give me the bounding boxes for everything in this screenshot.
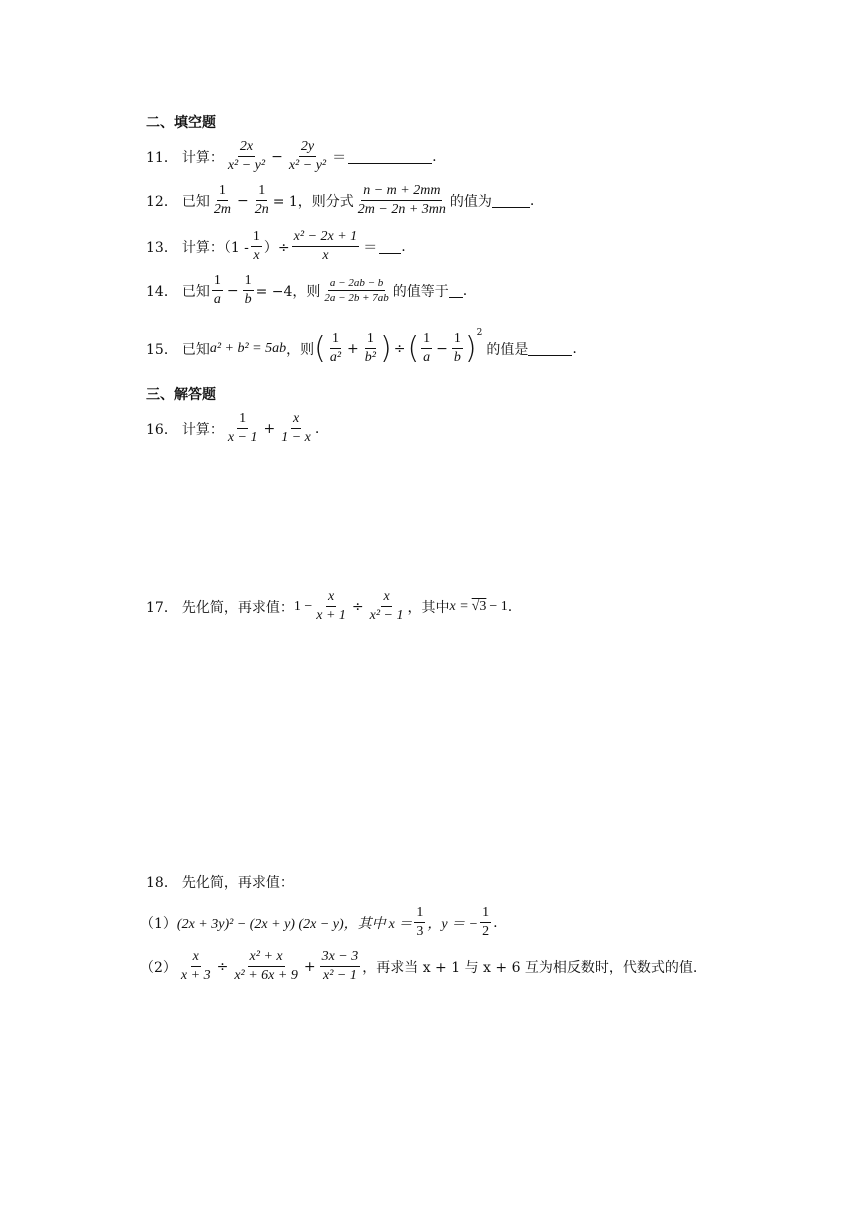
operator: ＝	[332, 149, 347, 166]
question-number: 17．	[146, 599, 178, 616]
question-18-part-1	[140, 904, 498, 941]
numerator: x² + x	[248, 948, 285, 967]
operator: −	[271, 148, 283, 165]
denominator: 3	[416, 924, 424, 939]
punctuation: .	[529, 192, 535, 209]
operator: +	[303, 958, 316, 975]
condition-expression: a² + b² = 5ab	[209, 340, 287, 356]
denominator: 2m − 2n + 3mn	[357, 202, 446, 217]
numerator: n − m + 2mm	[361, 182, 442, 201]
expression: (2x + 3y)² − (2x + y) (2x − y)，其中	[176, 916, 386, 932]
fraction	[232, 948, 300, 985]
question-prompt: 先化简，再求值：	[181, 599, 294, 616]
operator: +	[263, 420, 276, 437]
operator: −	[436, 340, 448, 357]
denominator: 2	[482, 924, 490, 939]
answer-blank[interactable]	[348, 149, 432, 164]
numerator: 1	[330, 330, 341, 349]
denominator: x	[322, 248, 329, 263]
operator: ÷	[393, 340, 406, 357]
question-prompt: 计算：	[181, 421, 224, 438]
denominator: b	[244, 292, 252, 307]
question-16	[146, 410, 319, 447]
operator: ÷	[351, 598, 364, 615]
answer-blank[interactable]	[492, 193, 530, 208]
punctuation: .	[314, 420, 320, 437]
question-number: 11．	[146, 149, 178, 166]
question-14	[146, 272, 467, 309]
question-number: 16．	[146, 421, 178, 438]
question-prompt: 计算：（1 -	[181, 239, 249, 256]
sqrt-term: √3	[471, 598, 487, 614]
numerator: 1	[452, 330, 463, 349]
part-label: （1）	[140, 915, 177, 932]
numerator: 1	[414, 904, 425, 923]
answer-blank[interactable]	[528, 341, 572, 356]
numerator: x² − 2x + 1	[292, 228, 360, 247]
question-number: 18．	[146, 875, 178, 891]
connector-text: ，则	[286, 341, 315, 358]
numerator: x	[326, 588, 336, 607]
denominator: b²	[364, 350, 376, 365]
condition-lhs: x ＝	[388, 916, 413, 932]
question-suffix: 的值等于	[392, 283, 449, 300]
connector-text: ，其中	[407, 599, 450, 616]
condition-lhs: x =	[449, 598, 469, 614]
denominator: a	[423, 350, 431, 365]
fraction	[212, 272, 223, 309]
fraction	[226, 138, 267, 175]
punctuation: .	[493, 914, 498, 931]
condition-lhs: ，y ＝ −	[427, 916, 479, 932]
denominator: b	[453, 350, 461, 365]
numerator: 1	[212, 272, 223, 291]
punctuation: .	[432, 148, 437, 165]
denominator: x + 1	[316, 608, 346, 623]
numerator: 3x − 3	[320, 948, 361, 967]
numerator: 1	[251, 228, 262, 247]
fraction	[179, 948, 213, 985]
denominator: 2m	[213, 202, 231, 217]
question-prompt: 先化简，再求值：	[181, 875, 294, 891]
numerator: 2x	[238, 138, 255, 157]
question-prompt: 已知	[181, 283, 210, 300]
numerator: x	[291, 410, 301, 429]
fraction	[328, 330, 343, 367]
numerator: 2y	[299, 138, 316, 157]
fraction	[322, 276, 390, 305]
exponent: 2	[476, 328, 483, 338]
operator: −	[236, 192, 249, 209]
question-number: 13．	[146, 239, 178, 256]
fraction	[251, 228, 262, 265]
right-paren: )	[379, 330, 392, 366]
fraction	[314, 588, 348, 625]
fraction	[292, 228, 360, 265]
question-17	[146, 588, 512, 625]
left-paren: (	[314, 330, 326, 366]
answer-blank[interactable]	[449, 283, 463, 298]
operator: ）÷	[263, 239, 290, 256]
denominator: 1 − x	[281, 430, 311, 445]
question-suffix: 的值是	[486, 341, 529, 358]
numerator: 1	[421, 330, 432, 349]
fraction	[212, 182, 233, 219]
left-paren: (	[407, 330, 420, 366]
fraction	[414, 904, 425, 941]
question-prompt: 计算：	[181, 149, 224, 166]
punctuation: .	[462, 282, 468, 299]
numerator: 1	[237, 410, 248, 429]
numerator: x	[381, 588, 391, 607]
numerator: 1	[365, 330, 376, 349]
right-paren: )	[464, 330, 477, 366]
question-13	[146, 228, 406, 265]
part-label: （2）	[140, 959, 177, 976]
denominator: x² − y²	[288, 158, 327, 173]
operator: ÷	[216, 958, 229, 975]
fraction	[421, 330, 432, 367]
condition-text: = 1，则分式	[272, 193, 354, 210]
section-title-answer: 三、解答题	[146, 387, 216, 403]
fraction	[226, 410, 260, 447]
fraction	[363, 330, 378, 367]
question-suffix: 的值为	[449, 193, 492, 210]
numerator: 1	[256, 182, 267, 201]
fraction	[243, 272, 254, 309]
numerator: 1	[217, 182, 228, 201]
denominator: x² − y²	[227, 158, 266, 173]
numerator: 1	[480, 904, 491, 923]
denominator: x − 1	[227, 430, 258, 445]
numerator: 1	[243, 272, 254, 291]
answer-blank[interactable]	[379, 239, 401, 254]
question-number: 12．	[146, 193, 178, 210]
fraction	[368, 588, 406, 625]
question-11	[146, 138, 437, 175]
question-number: 14．	[146, 283, 178, 300]
expression-lead: 1 −	[293, 598, 313, 614]
punctuation: .	[572, 340, 577, 357]
operator: ＝	[363, 239, 378, 256]
question-tail: ，再求当 x + 1 与 x + 6 互为相反数时，代数式的值.	[362, 959, 698, 976]
denominator: 2n	[254, 202, 269, 217]
operator: −	[226, 282, 239, 299]
fraction	[253, 182, 271, 219]
denominator: x² + 6x + 9	[234, 968, 298, 983]
denominator: 2a − 2b + 7ab	[324, 292, 389, 304]
operator: +	[347, 340, 359, 357]
question-prompt: 已知	[181, 193, 210, 210]
numerator: a − 2ab − b	[329, 277, 384, 289]
denominator: a	[213, 292, 221, 307]
fraction	[452, 330, 463, 367]
section-title-fill-in: 二、填空题	[146, 115, 216, 131]
numerator: x	[191, 948, 201, 967]
fraction	[287, 138, 328, 175]
question-18-part-2	[140, 948, 697, 985]
question-number: 15．	[146, 341, 178, 358]
question-18	[146, 872, 294, 892]
denominator: a²	[329, 350, 342, 365]
question-prompt: 已知	[181, 341, 210, 358]
question-12	[146, 182, 534, 219]
punctuation: .	[507, 598, 513, 615]
fraction	[480, 904, 491, 941]
fraction	[356, 182, 448, 219]
question-15	[146, 330, 577, 367]
denominator: x	[253, 248, 260, 263]
punctuation: .	[401, 238, 406, 255]
denominator: x + 3	[180, 968, 211, 983]
fraction	[320, 948, 361, 985]
denominator: x² − 1	[323, 968, 357, 983]
condition-rest: − 1	[489, 598, 508, 614]
denominator: x² − 1	[369, 608, 404, 623]
condition-text: = −4，则	[255, 283, 321, 300]
fraction	[279, 410, 313, 447]
